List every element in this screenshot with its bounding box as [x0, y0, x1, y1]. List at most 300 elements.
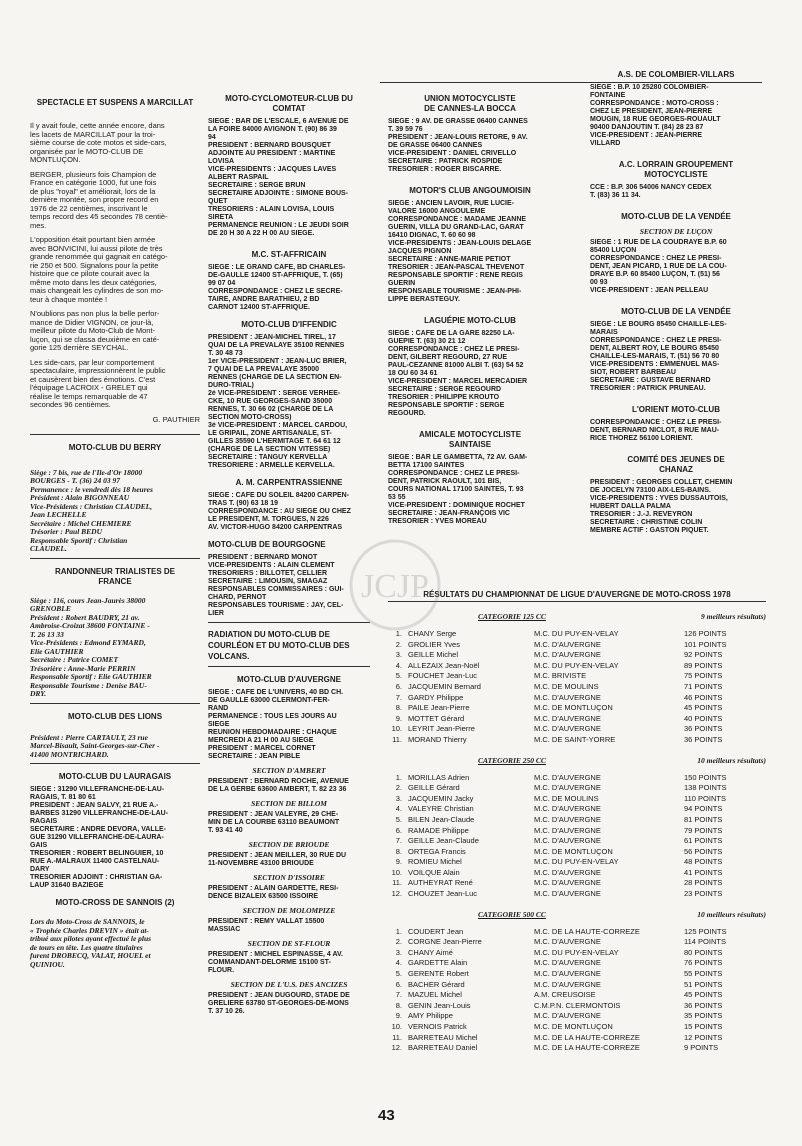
text-line: SECRÉTAIRE : LIMOUSIN, SMAGAZ	[208, 578, 328, 585]
result-rider: MORILLAS Adrien	[408, 772, 470, 782]
result-points: 94 POINTS	[684, 804, 723, 814]
result-club: M.C. DE LA HAUTE-CORREZE	[534, 1032, 640, 1042]
text-line: DE 20 H 30 A 22 H 00 AU SIEGE.	[208, 230, 315, 237]
text-line: CORRESPONDANCE : CHEZ LE PRÉSI-	[590, 419, 722, 426]
text-line: Trésorière : Anne-Marie PERRIN	[30, 664, 136, 673]
club-title-lorient: L'ORIENT MOTO-CLUB	[632, 405, 720, 414]
text-line: Président : Alain BIGONNEAU	[30, 494, 130, 502]
text-line: VALORE 16000 ANGOULEME	[388, 208, 486, 215]
result-club: M.C. D'AUVERGNE	[534, 783, 601, 793]
results-section	[388, 590, 766, 1054]
text-line: T. (83) 36 11 34.	[590, 192, 641, 199]
text-line: 1976 de 22 centièmes, inscrivant le	[30, 204, 148, 213]
text-line: CHEZ LE PRÉSIDENT, JEAN-PIERRE	[590, 108, 713, 115]
text-line: GUÉRIN	[388, 280, 416, 287]
text-line: PRÉSIDENT : BERNARD BOUSQUET	[208, 142, 331, 149]
section-title: SECTION D'ISSOIRE	[253, 873, 325, 882]
text-line: même moto dans les deux catégories,	[30, 278, 157, 287]
result-row	[388, 1001, 766, 1012]
result-row	[388, 815, 766, 826]
text-line: ADJOINTE AU PRÉSIDENT : MARTINE	[208, 150, 336, 157]
result-row	[388, 640, 766, 651]
page-number: 43	[378, 1107, 395, 1124]
result-rank: 8.	[395, 846, 402, 856]
result-club: M.C. DE MONTLUÇON	[534, 1022, 613, 1031]
result-club: M.C. D'AUVERGNE	[534, 804, 601, 814]
text-line: TRÉSORIER : YVES MOREAU	[388, 518, 487, 525]
text-line: DE LA GERBE 63600 AMBERT, T. 82 23 36	[208, 786, 347, 793]
text-line: Président : Pierre CARTAULT, 23 rue	[30, 733, 148, 742]
club-info-angoumoisin	[388, 200, 552, 304]
text-line: VICE-PRÉSIDENTS : ALAIN CLEMENT	[208, 562, 335, 569]
result-points: 35 POINTS	[684, 1011, 723, 1021]
text-line: VICE-PRÉSIDENT : JEAN-PIERRE	[590, 132, 703, 139]
club-info-laguepie	[388, 330, 552, 418]
text-line: RENNES (CHARGÉ DE LA SECTION EN-	[208, 374, 342, 381]
text-line: l'équipage LACROIX - GRELET qui	[30, 384, 148, 392]
text-line: Permanence : le vendredi dès 18 heures	[30, 485, 153, 494]
text-line: FONTAINE	[590, 92, 626, 99]
section-title: SECTION DE L'U.S. DES ANCIZES	[230, 980, 348, 989]
text-line: Responsable Tourisme : Denise BAU-	[30, 681, 147, 690]
result-row	[388, 927, 766, 938]
result-row	[388, 889, 766, 900]
text-line: DRAYE B.P. 60 85400 LUÇON, T. (51) 56	[590, 271, 720, 278]
text-line: CORRESPONDANCE : CHEZ LE PRÉSI-	[388, 346, 520, 353]
text-line: PRÉSIDENT : JEAN VALEYRE, 29 CHE-	[208, 811, 339, 818]
club-title-lorrain: A.C. LORRAIN GROUPEMENT MOTOCYCLISTE	[618, 160, 734, 179]
text-line: SIEGE : 31290 VILLEFRANCHE-DE-LAU-	[30, 786, 165, 793]
result-points: 79 POINTS	[684, 825, 723, 835]
result-rank: 7.	[395, 692, 402, 702]
divider	[208, 666, 370, 667]
text-line: SECRÉTAIRE : ANNE-MARIE PETIOT	[388, 256, 511, 263]
result-rider: LEYRIT Jean-Pierre	[408, 724, 475, 734]
text-line: CORRESPONDANCE : CHEZ LE PRÉSI-	[388, 470, 520, 477]
category-note: 10 meilleurs résultats)	[697, 909, 766, 919]
text-line: CORRESPONDANCE : CHEZ LE PRÉSI-	[590, 255, 722, 262]
club-title-carpentrassienne: A. M. CARPENTRASSIENNE	[235, 478, 343, 487]
result-row	[388, 804, 766, 815]
result-rider: JACQUEMIN Bernard	[408, 681, 481, 691]
text-line: Trésorier : Paul BEDU	[30, 528, 103, 536]
text-line: France en catégorie 1000, fut une fois	[30, 179, 157, 187]
text-line: PRÉSIDENT : JEAN DUGOURD, STADE DE	[208, 992, 350, 999]
text-line: COURS NATIONAL 17100 SAINTES, T. 93	[388, 486, 524, 493]
result-rider: COUDERT Jean	[408, 926, 464, 936]
text-line: RESPONSABLE SPORTIF : SERGE	[388, 402, 505, 409]
text-line: CKE, 10 RUE GEORGES-SAND 35000	[208, 398, 333, 405]
divider	[30, 558, 200, 559]
text-line: SECRÉTAIRE : JEAN PIBLE	[208, 753, 301, 760]
club-title-lauragais: MOTO-CLUB DU LAURAGAIS	[58, 772, 172, 781]
result-row	[388, 980, 766, 991]
result-rank: 12.	[391, 1043, 402, 1053]
text-line: Jean LECHELLE	[30, 511, 87, 519]
result-row	[388, 693, 766, 704]
club-title-iffendic: MOTO-CLUB D'IFFENDIC	[241, 320, 337, 329]
article-body-spectacle	[30, 122, 200, 410]
text-line: RUE A.-MALRAUX 11400 CASTELNAU-	[30, 858, 160, 865]
result-row	[388, 1043, 766, 1054]
text-line: SECRÉTAIRE : SERGE BRUN	[208, 182, 306, 189]
text-line: TRESORIER ADJOINT : CHRISTIAN GA-	[30, 874, 163, 881]
club-title-colombier: A.S. DE COLOMBIER-VILLARS	[617, 70, 735, 79]
text-line: histoire que ce pilote courait avec la	[30, 270, 150, 278]
text-line: TRÉSORIERS : ALAIN LOVISA, LOUIS	[208, 206, 335, 213]
text-line: 18 OU 60 34 61	[388, 370, 438, 377]
result-points: 125 POINTS	[684, 926, 727, 936]
result-row	[388, 868, 766, 879]
result-club: M.C. DU PUY-EN-VELAY	[534, 947, 619, 957]
result-club: A.M. CREUSOISE	[534, 990, 596, 1000]
text-line: luçon, qui se classa deuxième en caté-	[30, 335, 160, 344]
result-points: 23 POINTS	[684, 889, 723, 899]
result-club: M.C. BRIVISTE	[534, 671, 587, 681]
text-line: LAUP 31640 BAZIEGE	[30, 882, 104, 889]
result-rider: MAZUEL Michel	[408, 990, 462, 1000]
text-line: T. 93 41 40	[208, 827, 243, 834]
text-line: 99 07 04	[208, 280, 236, 287]
text-line: MOUGIN, 18 RUE GEORGES-ROUAULT	[590, 116, 721, 123]
club-info-colombier	[590, 84, 762, 148]
watermark-logo	[330, 535, 460, 635]
text-line: 2è VICE-PRÉSIDENT : SERGE VERHEE-	[208, 390, 341, 397]
text-line: les lacets de MARCILLAT pour la troi-	[30, 130, 156, 139]
text-line: COMMANDANT-DELORME 15100 ST-	[208, 959, 331, 966]
result-rank: 5.	[395, 671, 402, 681]
text-line: L'opposition était pourtant bien armée	[30, 236, 156, 244]
text-line: VICE-PRÉSIDENTS : JACQUES LAVES	[208, 166, 337, 173]
result-rank: 3.	[395, 947, 402, 957]
paragraph	[30, 236, 200, 304]
result-rank: 4.	[395, 958, 402, 968]
text-line: SIEGE : LE BOURG 85450 CHAILLÉ-LES-	[590, 321, 727, 328]
club-title-bocca: UNION MOTOCYCLISTE DE CANNES-LA BOCCA	[424, 94, 516, 113]
text-line: PRÉSIDENT : BERNARD ROCHE, AVENUE	[208, 778, 349, 785]
text-line: grande renommée qui gagnait en catégo-	[30, 253, 168, 261]
result-points: 56 POINTS	[684, 846, 723, 856]
result-rider: ROMIEU Michel	[408, 857, 462, 867]
watermark-text: JCJP	[360, 568, 430, 605]
result-rank: 1.	[395, 926, 402, 936]
result-rank: 12.	[391, 889, 402, 899]
text-line: TRAS T. (90) 63 18 19	[208, 500, 279, 507]
text-line: LOVISA	[208, 158, 235, 165]
text-line: RESPONSABLES COMMISSAIRES : GUI-	[208, 586, 344, 593]
text-line: avec BONVICINI, lui aussi pilote de très	[30, 244, 163, 253]
text-line: MONTLUÇON.	[30, 156, 81, 164]
result-row	[388, 703, 766, 714]
text-line: VICE-PRÉSIDENT : DOMINIQUE ROCHET	[388, 502, 525, 509]
result-row	[388, 783, 766, 794]
result-club: M.C. D'AUVERGNE	[534, 867, 601, 877]
text-line: LIPPE BÉRASTEGUY.	[388, 296, 460, 303]
text-line: SIEGE : B.P. 10 25280 COLOMBIER-	[590, 84, 709, 91]
text-line: GRENOBLE	[30, 605, 71, 613]
text-line: RICE THOREZ 56100 LORIENT.	[590, 435, 693, 442]
result-points: 9 POINTS	[684, 1043, 719, 1053]
text-line: mance de Didier VIGNON, ce jour-là,	[30, 318, 154, 327]
text-line: SIRETA	[208, 214, 234, 221]
result-points: 126 POINTS	[684, 629, 727, 638]
result-rank: 10.	[391, 867, 402, 877]
text-line: Il y avait foule, cette année encore, dans	[30, 122, 165, 130]
result-rank: 9.	[395, 713, 402, 723]
section-title: SECTION DE ST-FLOUR	[247, 939, 331, 948]
club-title-vendee-lucon: MOTO-CLUB DE LA VENDÉE	[621, 212, 731, 221]
club-title-berry: MOTO-CLUB DU BERRY	[68, 442, 162, 452]
text-line: T. 30 48 73	[208, 350, 243, 357]
result-club: M.C. DU PUY-EN-VELAY	[534, 857, 619, 867]
result-points: 41 POINTS	[684, 867, 723, 877]
result-rank: 2.	[395, 937, 402, 947]
text-line: RESPONSABLE SPORTIF : RENÉ RÉGIS	[388, 272, 523, 279]
text-line: SIOT, ROBERT BARBEAU	[590, 369, 676, 376]
text-line: PERMANENCE : TOUS LES JOURS AU	[208, 713, 337, 720]
club-info-chanaz	[590, 479, 762, 535]
text-line: JACQUES PIGNON	[388, 248, 452, 255]
text-line: PRÉSIDENT : JEAN-MICHEL TIREL, 17	[208, 334, 336, 341]
club-info-iffendic	[208, 334, 370, 470]
text-line: Siège : 7 bis, rue de l'Ile-d'Or 18000	[30, 468, 143, 477]
text-line: 7 QUAI DE LA PRÉVALAYE 35000	[208, 366, 320, 373]
result-rank: 7.	[395, 990, 402, 1000]
text-line: DENT, BERNARD NICLOT, 8 RUE MAU-	[590, 427, 720, 434]
result-rider: RAMADE Philippe	[408, 825, 469, 835]
club-info-lauragais	[30, 786, 200, 890]
result-points: 61 POINTS	[684, 836, 723, 846]
club-title-lions: MOTO-CLUB DES LIONS	[67, 711, 163, 721]
result-rank: 5.	[395, 969, 402, 979]
result-points: 89 POINTS	[684, 660, 723, 670]
club-info-carpentrassienne	[208, 492, 370, 532]
result-club: M.C. DE MOULINS	[534, 681, 599, 691]
club-title-comtat: MOTO-CYCLOMOTEUR-CLUB DU COMTAT	[225, 94, 353, 113]
result-club: M.C. DU PUY-EN-VELAY	[534, 660, 619, 670]
text-line: CHARD, PERNOT	[208, 594, 267, 601]
text-line: Vice-Présidents : Christian CLAUDEL,	[30, 502, 153, 511]
text-line: mes.	[30, 221, 47, 230]
result-club: M.C. D'AUVERGNE	[534, 1011, 601, 1021]
text-line: 3è VICE-PRÉSIDENT : MARCEL CARDOU,	[208, 422, 348, 429]
result-row	[388, 948, 766, 959]
column-3	[388, 94, 552, 526]
result-points: 45 POINTS	[684, 703, 723, 713]
text-line: Président : Robert BAUDRY, 21 av.	[30, 613, 140, 622]
text-line: DE-GAULLE 12400 ST-AFFRIQUE, T. (65)	[208, 272, 343, 279]
text-line: VICE-PRÉSIDENT : MARCEL MERCADIER	[388, 378, 528, 385]
result-row	[388, 724, 766, 735]
result-rank: 1.	[395, 629, 402, 638]
text-line: GUE 31290 VILLEFRANCHE-DE-LAURA-	[30, 834, 164, 841]
section-title: SECTION DE BRIOUDE	[248, 840, 330, 849]
text-line: 85400 LUÇON	[590, 247, 637, 254]
text-line: « Trophée Charles DREVIN » était at-	[30, 926, 149, 935]
result-rank: 3.	[395, 650, 402, 660]
club-title-sannois: MOTO-CROSS DE SANNOIS (2)	[55, 898, 175, 907]
text-line: SECRÉTAIRE ADJOINTE : SIMONE BOUS-	[208, 190, 349, 197]
paragraph	[30, 310, 200, 353]
club-title-laguepie: LAGUÉPIE MOTO-CLUB	[424, 316, 516, 325]
result-points: 45 POINTS	[684, 990, 723, 1000]
text-line: HUBERT DALLA PALMA	[590, 503, 671, 510]
result-club: M.C. DE MONTLUÇON	[534, 703, 613, 713]
text-line: MEMBRE ACTIF : GASTON PIQUET.	[590, 527, 709, 534]
result-row	[388, 826, 766, 837]
category-name: CATEGORIE 250 CC	[478, 755, 546, 765]
text-line: GUÉRIN, VILLA DU GRAND-LAC, GARAT	[388, 224, 524, 231]
result-points: 36 POINTS	[684, 734, 723, 744]
result-rank: 4.	[395, 660, 402, 670]
club-info-saintaise	[388, 454, 552, 526]
text-line: RENNES, T. 30 66 02 (CHARGÉ DE LA	[208, 406, 334, 413]
result-club: M.C. D'AUVERGNE	[534, 889, 601, 899]
section-info	[208, 951, 370, 975]
result-rank: 5.	[395, 814, 402, 824]
result-points: 48 POINTS	[684, 857, 723, 867]
result-rank: 7.	[395, 836, 402, 846]
result-points: 138 POINTS	[684, 783, 727, 793]
text-line: DENT, ALBERT ROY, LE BOURG 85450	[590, 345, 719, 352]
text-line: LE GRIPAIL, ZONE ARTISANALE, ST-	[208, 430, 332, 437]
text-line: T. 37 10 26.	[208, 1008, 245, 1015]
text-line: SIEGE : LE GRAND CAFÉ, BD CHARLES-	[208, 264, 346, 271]
club-info-lorient	[590, 419, 762, 443]
result-points: 150 POINTS	[684, 772, 727, 782]
result-row	[388, 1011, 766, 1022]
result-rider: FOUCHET Jean-Luc	[408, 671, 478, 681]
text-line: CORRESPONDANCE : AU SIEGE OU CHEZ	[208, 508, 351, 515]
text-line: DENT, JEAN PICARD, 1 RUE DE LA COU-	[590, 263, 727, 270]
paragraph	[30, 122, 200, 165]
result-club: M.C. DU PUY-EN-VELAY	[534, 629, 619, 638]
text-line: CORRESPONDANCE : MADAME JEANNE	[388, 216, 527, 223]
result-club: M.C. D'AUVERGNE	[534, 772, 601, 782]
text-line: réalise le temps remarquable de 47	[30, 392, 148, 401]
column-4	[590, 70, 762, 535]
text-line: 00 93	[590, 279, 608, 286]
result-club: M.C. D'AUVERGNE	[534, 692, 601, 702]
text-line: SIEGE : CAFÉ DE L'UNIVERS, 40 BD CH.	[208, 689, 344, 696]
result-points: 81 POINTS	[684, 814, 723, 824]
result-club: M.C. D'AUVERGNE	[534, 825, 601, 835]
text-line: PAUL-CEZANNE 81000 ALBI T. (63) 54 52	[388, 362, 524, 369]
text-line: Secrétaire : Michel CHEMIERE	[30, 519, 132, 528]
club-title-chanaz: COMITÉ DES JEUNES DE CHANAZ	[627, 455, 725, 474]
text-line: LA FOIRE 84000 AVIGNON T. (90) 86 39	[208, 126, 337, 133]
result-club: M.C. D'AUVERGNE	[534, 713, 601, 723]
text-line: MERCREDI A 21 H 00 AU SIEGE	[208, 737, 314, 744]
text-line: SIEGE : ANCIEN LAVOIR, RUE LUCIE-	[388, 200, 515, 207]
text-line: CORRESPONDANCE : CHEZ LE PRÉSI-	[590, 337, 722, 344]
notice-radiation: RADIATION DU MOTO-CLUB DE COURLÉON ET DU MOTO-CLUB DES VOLCANS.	[208, 630, 350, 661]
text-line: T. 39 59 76	[388, 126, 423, 133]
result-rider: MOTTET Gérard	[408, 713, 465, 723]
text-line: DRY.	[30, 690, 47, 698]
text-line: spectaculaire, impressionnèrent le public	[30, 367, 166, 375]
result-rider: ALLEZAIX Jean-Noël	[408, 660, 480, 670]
club-info-lorrain	[590, 184, 762, 200]
result-rider: GROLIER Yves	[408, 639, 460, 649]
text-line: 94	[208, 134, 216, 141]
text-line: et causèrent bien des émotions. C'est	[30, 375, 156, 384]
result-rank: 2.	[395, 639, 402, 649]
text-line: sième course de cote motos et side-cars,	[30, 139, 167, 147]
text-line: PRÉSIDENT : JEAN-LOUIS RÉTORÉ, 9 AV.	[388, 134, 528, 141]
result-points: 110 POINTS	[684, 793, 726, 803]
article-signature: G. PAUTHIER	[152, 414, 200, 424]
result-rider: GERENTE Robert	[408, 969, 469, 979]
text-line: Elie GAUTHIER	[30, 647, 84, 656]
text-line: SECRÉTAIRE : PATRICK ROSPIDE	[388, 158, 503, 165]
result-row	[388, 661, 766, 672]
result-club: M.C. D'AUVERGNE	[534, 969, 601, 979]
text-line: SIEGE : BAR LE GAMBETTA, 72 AV. GAM-	[388, 454, 528, 461]
text-line: CORRESPONDANCE : MOTO-CROSS :	[590, 100, 719, 107]
result-row	[388, 836, 766, 847]
category-name: CATEGORIE 500 CC	[478, 909, 546, 919]
results-title: RÉSULTATS DU CHAMPIONNAT DE LIGUE D'AUVERGNE DE MOTO-CROSS 1978	[388, 590, 766, 602]
result-points: 92 POINTS	[684, 650, 723, 660]
text-line: DE GRASSE 06400 CANNES	[388, 142, 483, 149]
result-rider: GEILLE Jean-Claude	[408, 836, 479, 846]
club-info-affricain	[208, 264, 370, 312]
club-title-auvergne: MOTO-CLUB D'AUVERGNE	[237, 675, 341, 684]
club-info-randonneurs	[30, 597, 200, 699]
text-line: VICE-PRÉSIDENT : DANIEL CRIVELLO	[388, 150, 517, 157]
result-rider: BARRETEAU Daniel	[408, 1043, 478, 1053]
result-rank: 8.	[395, 1000, 402, 1010]
section-title: SECTION DE BILLOM	[251, 799, 327, 808]
text-line: BETTA 17100 SAINTES	[388, 462, 465, 469]
result-row	[388, 857, 766, 868]
text-line: TRÉSORIER : J.-J. REVEYRON	[590, 511, 693, 518]
result-rank: 4.	[395, 804, 402, 814]
text-line: VICE-PRÉSIDENT : JEAN PELLEAU	[590, 287, 709, 294]
text-line: SECRÉTAIRE : GUSTAVE BERNARD	[590, 377, 711, 384]
result-rank: 2.	[395, 783, 402, 793]
divider	[30, 703, 200, 704]
text-line: dernière montée, son propre record en	[30, 196, 159, 204]
text-line: SECRÉTAIRE : CHRISTINE COLIN	[590, 519, 703, 526]
article-body-sannois	[30, 918, 200, 969]
text-line: gorie 125 derrière SEYCHAL.	[30, 344, 129, 352]
club-info-comtat	[208, 118, 370, 238]
result-rank: 6.	[395, 825, 402, 835]
text-line: LIER	[208, 610, 224, 617]
text-line: Lors du Moto-Cross de SANNOIS, le	[30, 918, 145, 926]
result-rider: GEILLE Gérard	[408, 783, 460, 793]
result-points: 114 POINTS	[684, 937, 726, 947]
section-info	[208, 885, 370, 901]
text-line: VILLARD	[590, 140, 621, 147]
result-rider: CHANY Aimé	[408, 947, 453, 957]
result-row	[388, 1022, 766, 1033]
text-line: MARAIS	[590, 329, 618, 336]
club-info-auvergne	[208, 689, 370, 761]
text-line: CHAILLÉ-LES-MARAIS, T. (51) 56 70 80	[590, 353, 720, 360]
text-line: TRÉSORIER : PATRICK PRUNEAU.	[590, 385, 706, 392]
text-line: Marcel-Bisault, Saint-Georges-sur-Cher -	[30, 742, 160, 750]
text-line: 16410 DIGNAC, T. 60 60 98	[388, 232, 476, 239]
club-sections-auvergne	[208, 767, 370, 1016]
result-rank: 11.	[392, 878, 402, 888]
text-line: Les side-cars, par leur comportement	[30, 358, 155, 367]
result-rider: GARDY Philippe	[408, 692, 464, 702]
text-line: PERMANENCE RÉUNION : LE JEUDI SOIR	[208, 222, 349, 229]
club-info-bocca	[388, 118, 552, 174]
